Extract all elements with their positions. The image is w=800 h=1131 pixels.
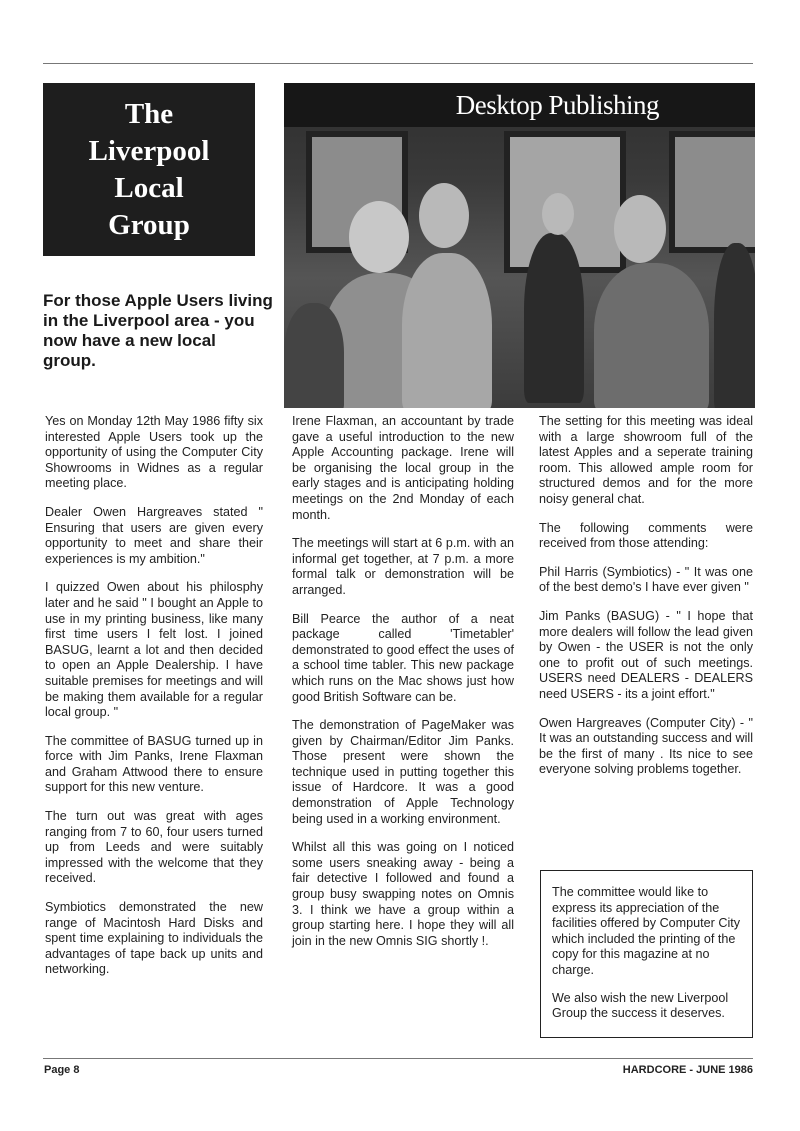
paragraph: Whilst all this was going on I noticed some users sneaking away - being a fair detective I followed and found a group busy swapping notes on Omnis 3. I think we have a group within a group starting here. I hope they will all join in the new Omnis SIG shortly !. bbox=[292, 840, 514, 948]
page-number: Page 8 bbox=[44, 1064, 80, 1076]
paragraph: Dealer Owen Hargreaves stated " Ensuring that users are given every opportunity to meet and share their experiences is my ambition." bbox=[45, 504, 263, 566]
paragraph: Symbiotics demonstrated the new range of Macintosh Hard Disks and spent time explaining to individuals the advantages of tape back up units and networking. bbox=[45, 900, 263, 977]
paragraph: The meetings will start at 6 p.m. with an informal get together, at 7 p.m. a more formal talk or demonstration will be arranged. bbox=[292, 536, 514, 597]
event-photo bbox=[284, 83, 755, 408]
photo-person bbox=[402, 253, 492, 408]
article-subtitle: For those Apple Users living in the Liverpool area - you now have a new local group. bbox=[43, 291, 273, 370]
paragraph: Irene Flaxman, an accountant by trade gave a useful introduction to the new Apple Accounting package. Irene will be organising the local group in the early stages and is anticipating holding meetings on the 2nd Monday of each month. bbox=[292, 414, 514, 522]
paragraph: Owen Hargreaves (Computer City) - " It was an outstanding success and will be the first of many . Its nice to see everyone solving problems together. bbox=[539, 715, 753, 777]
paragraph: Yes on Monday 12th May 1986 fifty six interested Apple Users took up the opportunity of using the Computer City Showrooms in Widnes as a regular meeting place. bbox=[45, 414, 263, 491]
top-rule bbox=[43, 63, 753, 64]
photo-person bbox=[714, 243, 755, 408]
photo-person bbox=[594, 263, 709, 408]
boxed-note bbox=[540, 870, 753, 1038]
paragraph: Bill Pearce the author of a neat package called 'Timetabler' demonstrated to good effect the uses of a school time tabler. This new package which runs on the Mac shows just how good British Software can be. bbox=[292, 611, 514, 704]
paragraph: I quizzed Owen about his philosphy later and he said " I bought an Apple to use in my printing business, like many first time users I felt lost. I joined BASUG, learnt a lot and then decided to open an Apple Dealership. I have suitable premises for meetings and will be making them available for a regular local group. " bbox=[45, 580, 263, 720]
paragraph: The demonstration of PageMaker was given by Chairman/Editor Jim Panks. Those present were shown the technique used in putting together this issue of Hardcore. It was a good demonstration of Apple Technology being used in a working environment. bbox=[292, 718, 514, 826]
photo-caption: Desktop Publishing bbox=[455, 90, 659, 120]
paragraph: The following comments were received from those attending: bbox=[539, 520, 753, 551]
photo-person bbox=[284, 303, 344, 408]
boxed-note-paragraph: The committee would like to express its appreciation of the facilities offered by Computer City which included the printing of the copy for this magazine at no charge. bbox=[552, 885, 741, 977]
photo-person-head bbox=[542, 193, 574, 235]
article-title-box bbox=[43, 83, 255, 256]
photo-background-window bbox=[669, 131, 755, 253]
photo-person-head bbox=[419, 183, 469, 248]
text-column-1 bbox=[45, 414, 263, 991]
photo-person bbox=[524, 233, 584, 403]
photo-person-head bbox=[349, 201, 409, 273]
article-title: The Liverpool Local Group bbox=[88, 97, 210, 241]
paragraph: Jim Panks (BASUG) - " I hope that more dealers will follow the lead given by Owen - the USER is not the only one to profit out of such meetings. USERS need DEALERS - DEALERS need USERS - its a joint effort." bbox=[539, 608, 753, 701]
bottom-rule bbox=[43, 1058, 753, 1059]
paragraph: The turn out was great with ages ranging from 7 to 60, four users turned up from Leeds and were suitably impressed with the welcome that they received. bbox=[45, 809, 263, 886]
paragraph: The setting for this meeting was ideal with a large showroom full of the latest Apples and a seperate training room. This allowed ample room for structured demos and for the more noisy general chat. bbox=[539, 414, 753, 506]
paragraph: Phil Harris (Symbiotics) - " It was one of the best demo's I have ever given " bbox=[539, 564, 753, 595]
photo-person-head bbox=[614, 195, 666, 263]
issue-label: HARDCORE - JUNE 1986 bbox=[622, 1064, 753, 1076]
text-column-2 bbox=[292, 414, 514, 962]
boxed-note-paragraph: We also wish the new Liverpool Group the success it deserves. bbox=[552, 990, 729, 1021]
paragraph: The committee of BASUG turned up in force with Jim Panks, Irene Flaxman and Graham Attwood there to ensure support for this new venture. bbox=[45, 733, 263, 795]
text-column-3 bbox=[539, 414, 753, 791]
